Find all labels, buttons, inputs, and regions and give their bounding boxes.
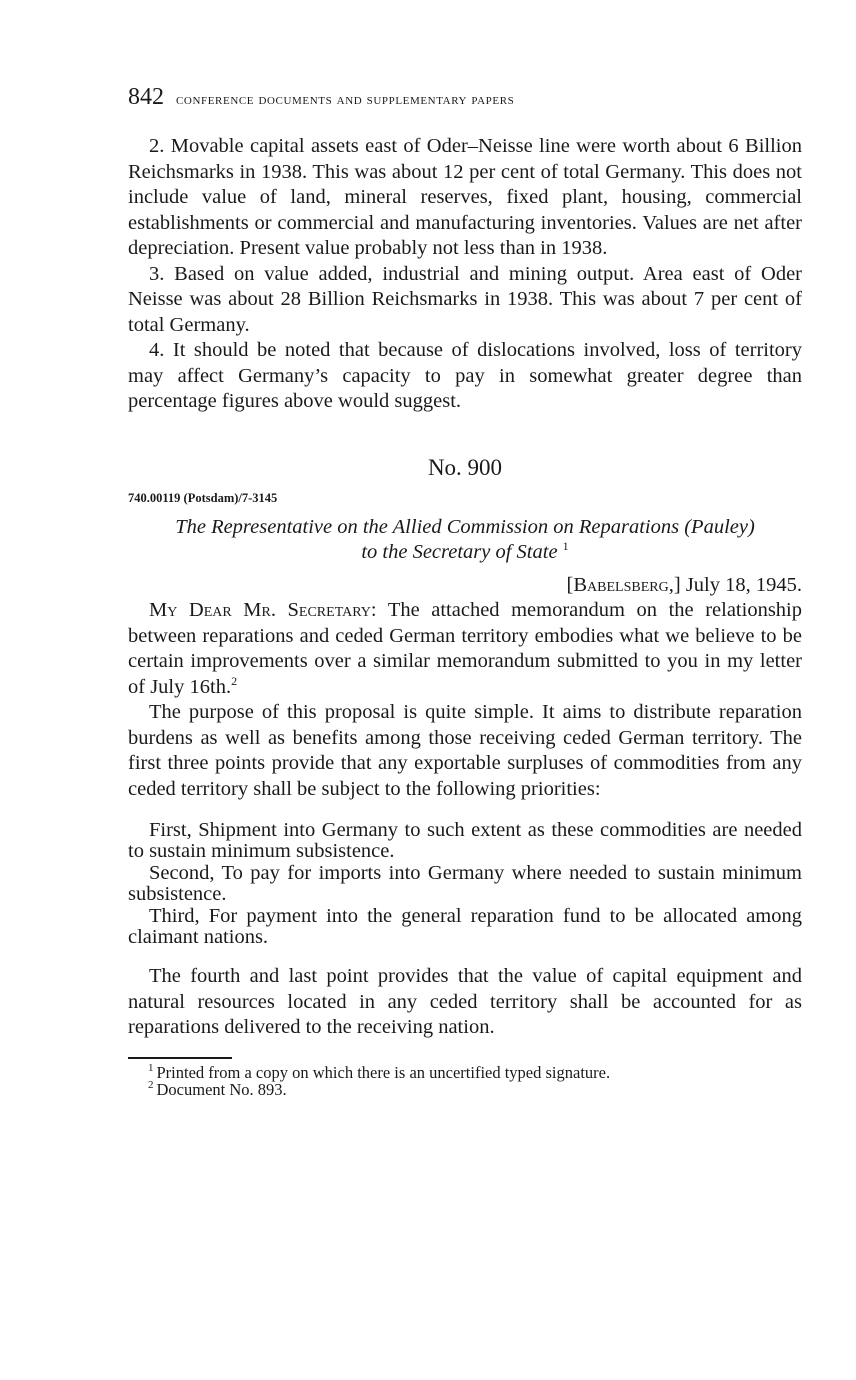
- letter-paragraph: [128, 598, 802, 700]
- document-number: No. 900: [427, 454, 503, 480]
- document-title: [128, 515, 802, 566]
- intro-paragraph: 3. Based on value added, industrial and mining output. Area east of Oder Neisse was about 28 Billion Reichsmarks in 1938. This was about 7 per cent of total Germany.: [128, 262, 802, 336]
- footnotes: [128, 1064, 802, 1098]
- salutation: My Dear Mr. Secretary:: [149, 599, 377, 621]
- dateline-date: July 18, 1945.: [685, 573, 802, 596]
- page-number: 842: [128, 84, 164, 110]
- intro-paragraph: 2. Movable capital assets east of Oder–Neisse line were worth about 6 Billion Reichsmarks in 1938. This was about 12 per cent of total Germany. This does not include value of land, mineral reserves, fixed plant, housing, commercial establishments or commercial and manufacturing inventories. Values are net after depreciation. Present value probably not less than in 1938.: [128, 135, 802, 259]
- document-page: [128, 84, 802, 1098]
- letter-paragraph: The purpose of this proposal is quite simple. It aims to distribute reparation burdens as well as benefits among those receiving ceded German territory. The first three points provide that any exportable surpluses of commodities from any ceded territory shall be subject to the following priorities:: [128, 701, 802, 800]
- document-title-line-2: [128, 540, 802, 566]
- document-title-line: The Representative on the Allied Commission on Reparations (Pauley): [175, 515, 755, 538]
- priority-item: Second, To pay for imports into Germany where needed to sustain minimum subsistence.: [128, 862, 802, 905]
- footnote-text: Printed from a copy on which there is an uncertified typed signature.: [156, 1062, 611, 1082]
- letter-paragraph-text: The attached memorandum on the relationship between reparations and ceded German territory embodies what we believe to be certain improvements over a similar memorandum submitted to you in my letter of July 16th.: [128, 599, 802, 698]
- priority-item: First, Shipment into Germany to such extent as these commodities are needed to sustain minimum subsistence.: [128, 819, 802, 862]
- footnote: [128, 1081, 802, 1098]
- footnote-ref: 2: [231, 673, 238, 688]
- document-title-line: to the Secretary of State: [361, 541, 558, 563]
- priority-item: Third, For payment into the general reparation fund to be allocated among claimant nations.: [128, 905, 802, 948]
- letter-paragraph: The fourth and last point provides that the value of capital equipment and natural resources located in any ceded territory shall be accounted for as reparations delivered to the receiving nation.: [128, 965, 802, 1038]
- priorities-list: [128, 820, 802, 948]
- running-title: conference documents and supplementary papers: [176, 92, 515, 108]
- footnote-mark: 1: [148, 1062, 154, 1074]
- file-number: 740.00119 (Potsdam)/7-3145: [128, 490, 278, 505]
- footnote-mark: 2: [148, 1079, 154, 1091]
- footnote-ref: 1: [562, 539, 569, 554]
- dateline: [128, 573, 802, 599]
- footnote-text: Document No. 893.: [156, 1079, 287, 1099]
- dateline-place: [Babelsberg,]: [566, 573, 681, 596]
- intro-section: [128, 134, 802, 415]
- footnote-divider: [128, 1057, 232, 1059]
- footnote: [128, 1064, 802, 1081]
- intro-paragraph: 4. It should be noted that because of dislocations involved, loss of territory may affect Germany’s capacity to pay in somewhat greater degree than percentage figures above would suggest.: [128, 339, 802, 412]
- running-head: [128, 84, 802, 114]
